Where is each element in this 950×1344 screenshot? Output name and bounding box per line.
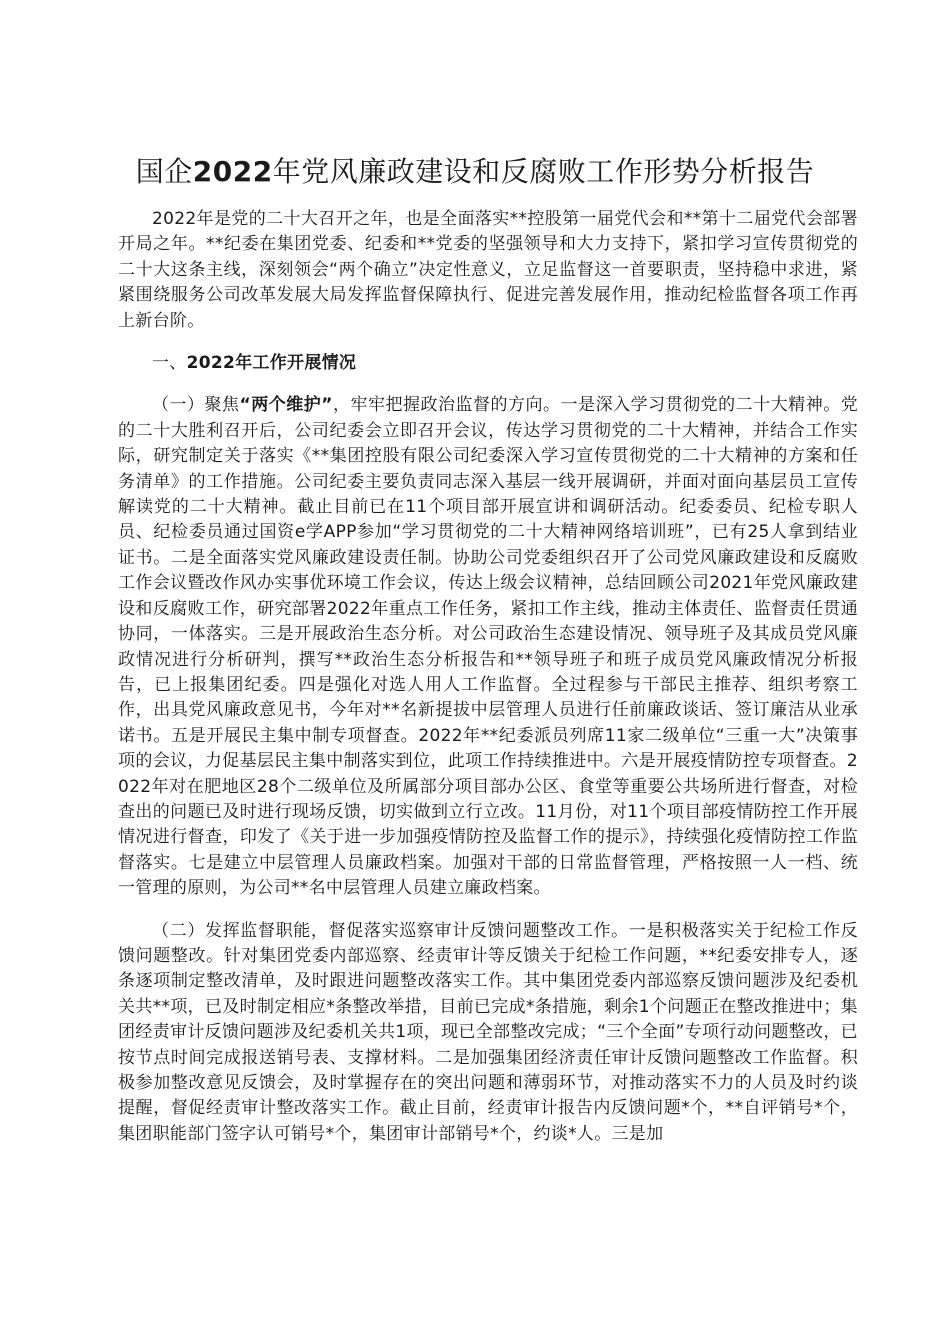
paragraph-1-rest: ，牢牢把握政治监督的方向。一是深入学习贯彻党的二十大精神。党的二十大胜利召开后，公司纪委会立即召开会议，传达学习贯彻党的二十大精神，并结合工作实际，研究制定关于落实《**集团控股有限公司纪委深入学习宣传贯彻党的二十大精神的方案和任务清单》的工作措施。公司纪委主要负责同志深入基层一线开展调研，并面对面向基层员工宣传解读党的二十大精神。截止目前已在11个项目部开展宣讲和调研活动。纪委委员、纪检专职人员、纪检委员通过国资e学APP参加“学习贯彻党的二十大精神网络培训班”，已有25人拿到结业证书。二是全面落实党风廉政建设责任制。协助公司党委组织召开了公司党风廉政建设和反腐败工作会议暨改作风办实事优环境工作会议，传达上级会议精神，总结回顾公司2021年党风廉政建设和反腐败工作，研究部署2022年重点工作任务，紧扣工作主线，推动主体责任、监督责任贯通协同，一体落实。三是开展政治生态分析。对公司政治生态建设情况、领导班子及其成员党风廉政情况进行分析研判，撰写**政治生态分析报告和**领导班子和班子成员党风廉政情况分析报告，已上报集团纪委。四是强化对选人用人工作监督。全过程参与干部民主推荐、组织考察工作，出具党风廉政意见书，今年对**名新提拔中层管理人员进行任前廉政谈话、签订廉洁从业承诺书。五是开展民主集中制专项督查。2022年**纪委派员列席11家二级单位“三重一大”决策事项的会议，力促基层民主集中制落实到位，此项工作持续推进中。六是开展疫情防控专项督查。2022年对在肥地区28个二级单位及所属部分项目部办公区、食堂等重要公共场所进行督查，对检查出的问题已及时进行现场反馈，切实做到立行立改。11月份，对11个项目部疫情防控工作开展情况进行督查，印发了《关于进一步加强疫情防控及监督工作的提示》，持续强化疫情防控工作监督落实。七是建立中层管理人员廉政档案。加强对干部的日常监督管理，严格按照一人一档、统一管理的原则，为公司**名中层管理人员建立廉政档案。 bbox=[118, 395, 859, 899]
document-body bbox=[118, 207, 858, 1164]
section-heading-prefix: 一、 bbox=[152, 353, 187, 374]
intro-paragraph: 2022年是党的二十大召开之年，也是全面落实**控股第一届党代会和**第十二届党代会部署开局之年。**纪委在集团党委、纪委和**党委的坚强领导和大力支持下，紧扣学习宣传贯彻党的二十大这条主线，深刻领会“两个确立”决定性意义，立足监督这一首要职责，坚持稳中求进，紧紧围绕服务公司改革发展大局发挥监督保障执行、促进完善发展作用，推动纪检监督各项工作再上新台阶。 bbox=[118, 209, 858, 331]
section-heading-title: 2022年工作开展情况 bbox=[186, 353, 357, 374]
title-year: 2022 bbox=[192, 155, 273, 188]
section-heading bbox=[118, 351, 858, 376]
title-prefix: 国企 bbox=[135, 155, 193, 188]
paragraph-1 bbox=[118, 393, 858, 901]
paragraph-1-open: （一）聚焦 bbox=[152, 395, 240, 416]
title-suffix: 年党风廉政建设和反腐败工作形势分析报告 bbox=[272, 155, 815, 188]
paragraph-2: （二）发挥监督职能，督促落实巡察审计反馈问题整改工作。一是积极落实关于纪检工作反馈问题整改。针对集团党委内部巡察、经责审计等反馈关于纪检工作问题，**纪委安排专人，逐条逐项制定整改清单，及时跟进问题整改落实工作。其中集团党委内部巡察反馈问题涉及纪委机关共**项，已及时制定相应*条整改举措，目前已完成*条措施，剩余1个问题正在整改推进中；集团经责审计反馈问题涉及纪委机关共1项，现已全部整改完成；“三个全面”专项行动问题整改，已按节点时间完成报送销号表、支撑材料。二是加强集团经济责任审计反馈问题整改工作监督。积极参加整改意见反馈会，及时掌握存在的突出问题和薄弱环节，对推动落实不力的人员及时约谈提醒，督促经责审计整改落实工作。截止目前，经责审计报告内反馈问题*个，**自评销号*个，集团职能部门签字认可销号*个，集团审计部销号*个，约谈*人。三是加 bbox=[118, 920, 858, 1144]
document-title bbox=[0, 150, 950, 194]
paragraph-1-bold: “两个维护” bbox=[239, 395, 333, 416]
